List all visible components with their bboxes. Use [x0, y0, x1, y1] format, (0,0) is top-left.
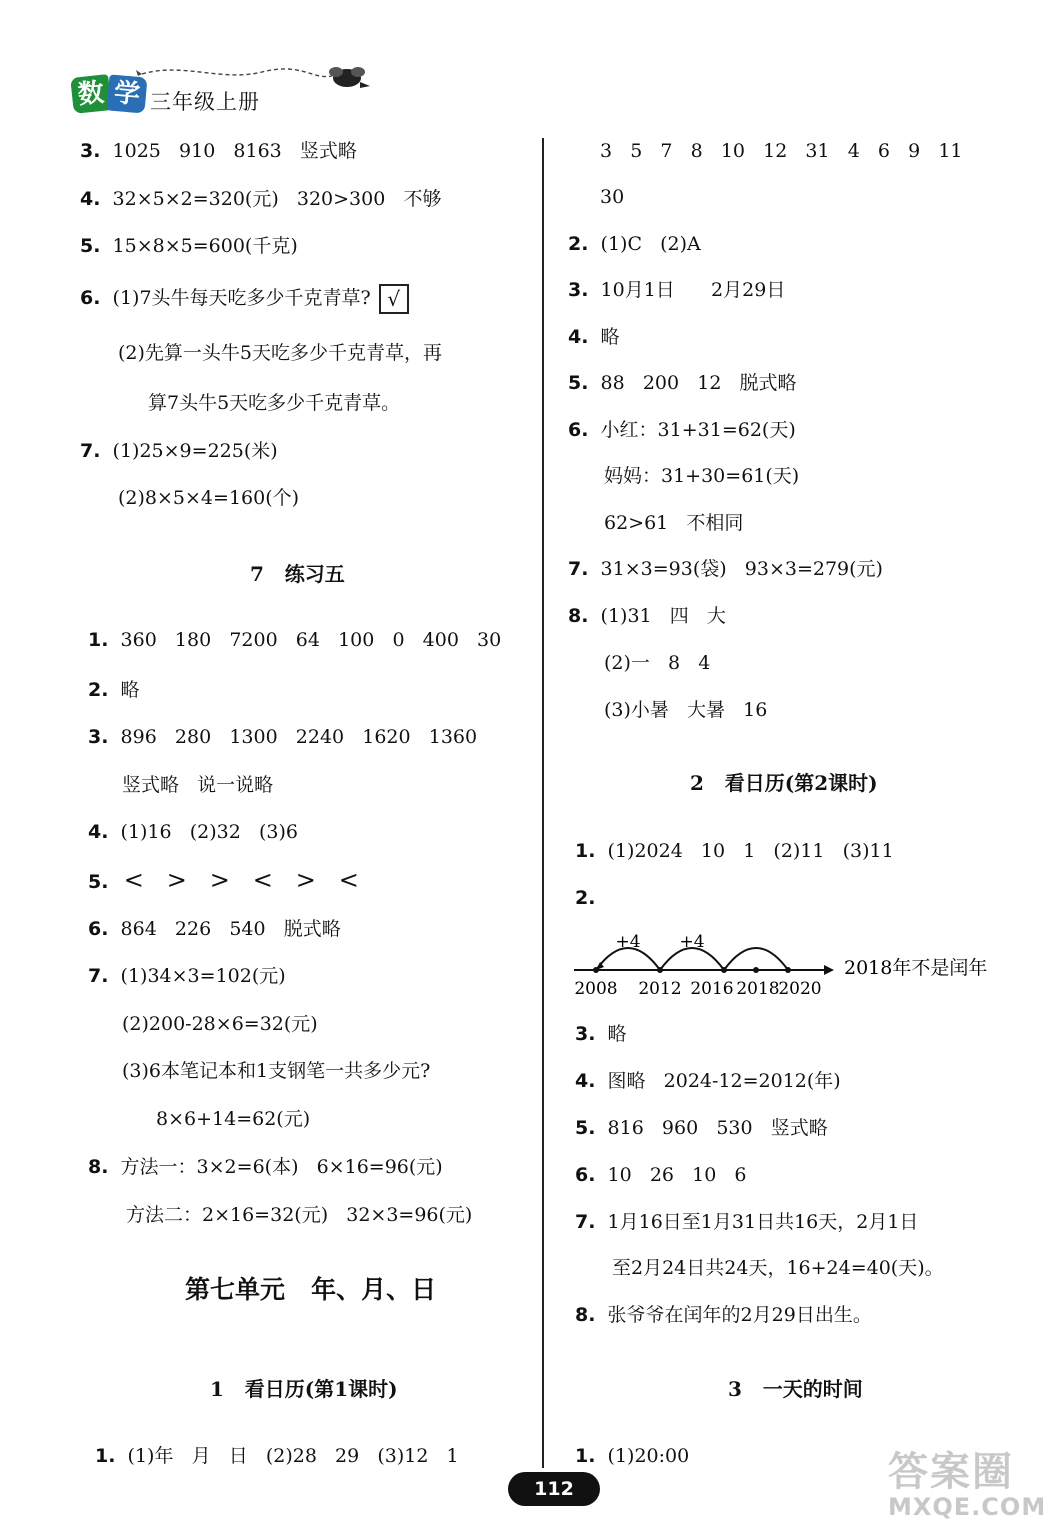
answer-line: 1. (1)20:00	[575, 1445, 690, 1467]
numberline-conclusion: 2018年不是闰年	[844, 957, 988, 979]
answer-line: 5. 88 200 12 脱式略	[568, 372, 797, 394]
answer-line: 2. (1)C (2)A	[568, 233, 701, 255]
tick-label: 2012	[638, 979, 682, 999]
answer-line: 7. 1月16日至1月31日共16天，2月1日	[575, 1211, 919, 1233]
answer-line: (2)一 8 4	[604, 652, 711, 674]
tick-label: 2020	[778, 979, 822, 999]
watermark-text: 答案圈	[888, 1449, 1014, 1495]
answer-line: 6. 10 26 10 6	[575, 1164, 747, 1186]
jump-label: +4	[679, 932, 705, 952]
checkmark-box: √	[379, 284, 409, 314]
number-line-diagram	[560, 920, 1030, 1010]
answer-line: 3. 10月1日 2月29日	[568, 279, 786, 301]
book-header	[72, 62, 372, 118]
answer-line: 30	[600, 186, 625, 208]
book-title: 三年级上册	[150, 90, 260, 114]
math-badge-1: 数	[70, 74, 112, 114]
answer-line: 6. (1)7头牛每天吃多少千克青草? √	[80, 284, 409, 314]
section-heading: 2 看日历(第2课时)	[690, 771, 878, 795]
answer-line: 竖式略 说一说略	[122, 774, 274, 796]
answer-line: 3. 896 280 1300 2240 1620 1360	[88, 726, 478, 748]
answer-line: (2)8×5×4=160(个)	[118, 487, 300, 509]
answer-line: 6. 小红：31+31=62(天)	[568, 419, 796, 441]
answer-line: 算7头牛5天吃多少千克青草。	[148, 392, 401, 414]
answer-line: 8. (1)31 四 大	[568, 605, 726, 627]
answer-line: 4. 图略 2024-12=2012(年)	[575, 1070, 841, 1092]
answer-line: 1. 360 180 7200 64 100 0 400 30	[88, 629, 502, 651]
answer-line: 7. (1)25×9=225(米)	[80, 440, 278, 462]
answer-line: 4. 32×5×2=320(元) 320>300 不够	[80, 188, 442, 210]
section-heading: 1 看日历(第1课时)	[210, 1377, 398, 1401]
answer-line: 7. (1)34×3=102(元)	[88, 965, 286, 987]
unit-title: 第七单元 年、月、日	[185, 1275, 437, 1304]
answer-line: 3. 1025 910 8163 竖式略	[80, 140, 357, 162]
tick-label: 2008	[574, 979, 618, 999]
answer-line: 3 5 7 8 10 12 31 4 6 9 11	[600, 140, 963, 162]
answer-line: 5. 816 960 530 竖式略	[575, 1117, 828, 1139]
page-number: 112	[508, 1472, 600, 1506]
answer-line: 62>61 不相同	[604, 512, 744, 534]
answer-line: 至2月24日共24天，16+24=40(天)。	[612, 1257, 944, 1279]
answer-line: 1. (1)2024 10 1 (2)11 (3)11	[575, 840, 894, 862]
answer-line: 4. 略	[568, 326, 620, 348]
answer-line: (3)小暑 大暑 16	[604, 699, 768, 721]
answer-line: 1. (1)年 月 日 (2)28 29 (3)12 1	[95, 1445, 459, 1467]
tick-label: 2016	[690, 979, 734, 999]
answer-line: 8. 方法一：3×2=6(本) 6×16=96(元)	[88, 1156, 443, 1178]
column-divider	[542, 138, 544, 1468]
answer-line: 2. 略	[88, 679, 140, 701]
answer-line: (3)6本笔记本和1支钢笔一共多少元?	[122, 1060, 431, 1082]
answer-line: (2)先算一头牛5天吃多少千克青草，再	[118, 342, 443, 364]
answer-line: 妈妈：31+30=61(天)	[604, 465, 800, 487]
tick-label: 2018	[736, 979, 780, 999]
watermark-url: MXQE.COM	[888, 1493, 1047, 1521]
section-heading: 7 练习五	[250, 562, 345, 586]
answer-line: (2)200-28×6=32(元)	[122, 1013, 318, 1035]
answer-line: 2.	[575, 887, 596, 909]
answer-line: 3. 略	[575, 1023, 627, 1045]
math-badge-2: 学	[107, 74, 148, 113]
section-heading: 3 一天的时间	[728, 1377, 863, 1401]
answer-line: 5. 15×8×5=600(千克)	[80, 235, 298, 257]
answer-line: 6. 864 226 540 脱式略	[88, 918, 341, 940]
watermark	[888, 1440, 1048, 1530]
answer-line: 8×6+14=62(元)	[156, 1108, 311, 1130]
jump-label: +4	[615, 932, 641, 952]
answer-line: 7. 31×3=93(袋) 93×3=279(元)	[568, 558, 883, 580]
answer-line: 8. 张爷爷在闰年的2月29日出生。	[575, 1304, 872, 1326]
answer-line: 4. (1)16 (2)32 (3)6	[88, 821, 298, 843]
answer-line: 5. < > > < > <	[88, 866, 359, 894]
answer-line: 方法二：2×16=32(元) 32×3=96(元)	[126, 1204, 473, 1226]
